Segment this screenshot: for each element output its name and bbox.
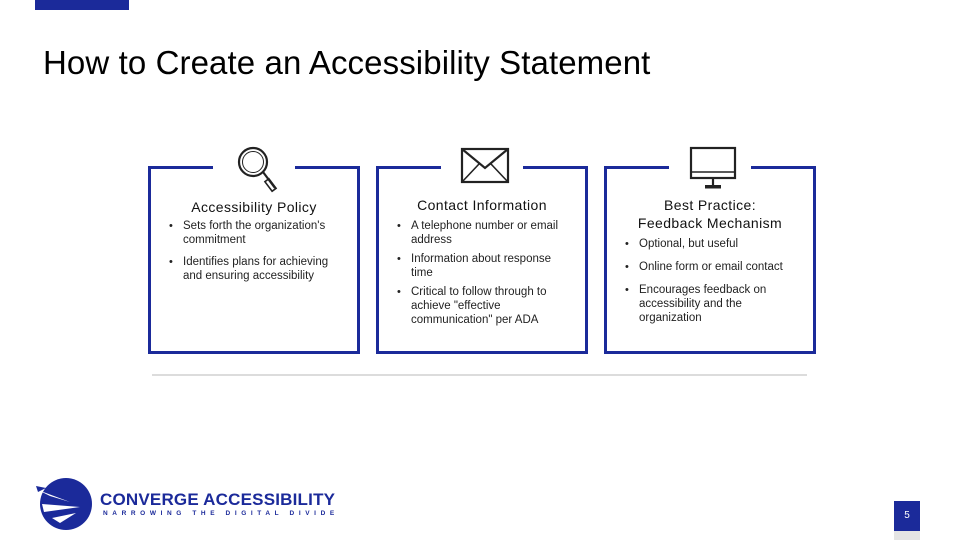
converge-accessibility-logo	[36, 476, 339, 532]
content-divider	[152, 374, 807, 376]
monitor-icon	[685, 144, 741, 194]
card-top-border-left	[151, 166, 213, 169]
envelope-icon	[457, 144, 513, 194]
list-item: • Encourages feedback on accessibility and the organization	[623, 283, 803, 325]
logo-globe-icon	[36, 476, 96, 532]
list-item: • Online form or email contact	[623, 260, 803, 274]
card-contact-information	[376, 166, 588, 354]
card-heading: Contact Information	[417, 197, 547, 213]
card-top-border-right	[751, 166, 813, 169]
card-top-border-left	[379, 166, 441, 169]
list-item: • Optional, but useful	[623, 237, 803, 251]
card-heading: Accessibility Policy	[191, 199, 317, 215]
list-item: • Information about response time	[395, 252, 575, 280]
logo-tagline: NARROWING THE DIGITAL DIVIDE	[103, 510, 339, 517]
card-best-practice	[604, 166, 816, 354]
card-bullet-list	[395, 219, 575, 327]
card-bullet-list	[623, 237, 803, 325]
card-bullet-list	[167, 219, 347, 283]
top-accent-bar	[35, 0, 129, 10]
magnifier-icon	[229, 144, 285, 194]
page-number-shadow	[894, 531, 920, 540]
card-heading: Best Practice: Feedback Mechanism	[637, 197, 783, 231]
list-item: • Identifies plans for achieving and ensuring accessibility	[167, 255, 347, 283]
card-accessibility-policy	[148, 166, 360, 354]
list-item: • Sets forth the organization's commitment	[167, 219, 347, 247]
list-item: • Critical to follow through to achieve "effective communication" per ADA	[395, 285, 575, 327]
logo-name: CONVERGE ACCESSIBILITY	[100, 490, 336, 509]
card-top-border-right	[523, 166, 585, 169]
card-top-border-left	[607, 166, 669, 169]
slide-title: How to Create an Accessibility Statement	[43, 44, 651, 81]
page-number: 5	[894, 501, 920, 531]
list-item: • A telephone number or email address	[395, 219, 575, 247]
card-top-border-right	[295, 166, 357, 169]
